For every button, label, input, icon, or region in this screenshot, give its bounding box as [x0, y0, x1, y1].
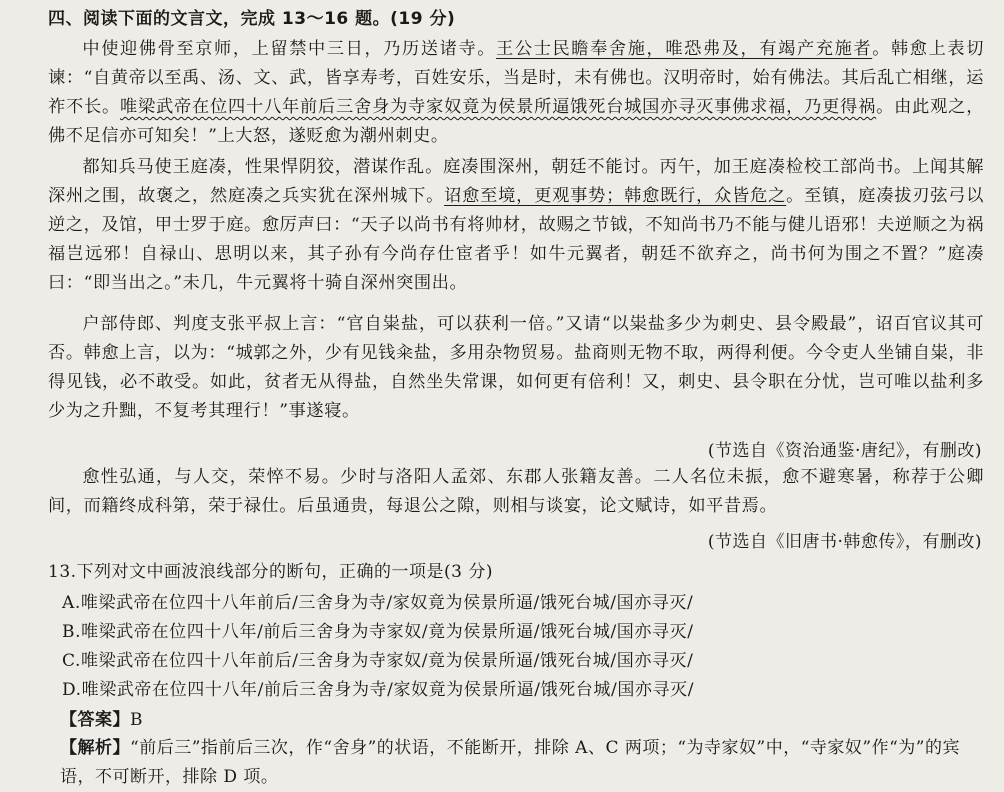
explanation [60, 734, 982, 792]
passage-paragraph-3: 户部侍郎、判度支张平叔上言：“官自粜盐，可以获利一倍。”又请“以粜盐多少为刺史、县令殿最”，诏百官议其可否。韩愈上言，以为：“城郭之外，少有见钱籴盐，多用杂物贸易。盐商则无物不取，两得利便。今令吏人坐铺自粜，非得见钱，必不敢受。如此，贫者无从得盐，自然坐失常课，如何更有倍利！又，刺史、县令职在分忧，岂可唯以盐利多少为之升黜，不复考其理行！”事遂寝。 [48, 314, 984, 421]
passage-paragraph-2 [48, 153, 984, 298]
passage-paragraph-1 [48, 35, 984, 151]
question-13-stem: 13.下列对文中画波浪线部分的断句，正确的一项是(3 分) [48, 562, 494, 582]
option-b: B.唯梁武帝在位四十八年/前后三舍身为寺家奴/竟为侯景所逼/饿死台城/国亦寻灭/ [62, 622, 694, 642]
answer-value: B [130, 710, 143, 730]
explanation-tag: 【解析】 [60, 738, 130, 758]
p2-text-a: 都知兵马使王庭凑，性果悍阴狡，潜谋作乱。庭凑围深州，朝廷不能讨。丙午，加王庭凑检校工部尚书。上闻其解深州之围，故褒之，然庭凑之兵实犹在深州城下。 [48, 157, 984, 206]
source-note-1: (节选自《资治通鉴·唐纪》，有删改) [707, 441, 982, 461]
p1-straight-underlined: 王公士民瞻奉舍施，唯恐弗及，有竭产充施者 [496, 39, 873, 59]
source-note-2: (节选自《旧唐书·韩愈传》，有删改) [707, 532, 982, 552]
p2-straight-underlined: 诏愈至境，更观事势；韩愈既行，众皆危之 [444, 186, 787, 206]
option-a: A.唯梁武帝在位四十八年前后/三舍身为寺/家奴竟为侯景所逼/饿死台城/国亦寻灭/ [62, 593, 694, 613]
passage-paragraph-4: 愈性弘通，与人交，荣悴不易。少时与洛阳人孟郊、东郡人张籍友善。二人名位未振，愈不避寒暑，称荐于公卿间，而籍终成科第，荣于禄仕。后虽通贵，每退公之隙，则相与谈宴，论文赋诗，如平昔焉。 [48, 467, 984, 516]
answer-tag: 【答案】 [60, 710, 130, 730]
p1-text-c: 。韩愈上表切谏：“自黄帝以至禹、汤、文、武，皆享寿考，百姓安乐，当是时，未有佛也。汉明帝时，始有佛法。其后乱亡相继，运祚不长。 [48, 39, 984, 117]
option-d: D.唯梁武帝在位四十八年/前后三舍身为寺/家奴竟为侯景所逼/饿死台城/国亦寻灭/ [62, 680, 695, 700]
p1-text-a: 中使迎佛骨至京师，上留禁中三日，乃历送诸寺。 [82, 39, 497, 59]
explanation-text: “前后三”指前后三次，作“舍身”的状语，不能断开，排除 A、C 两项；“为寺家奴”中，“寺家奴”作“为”的宾语，不可断开，排除 D 项。 [60, 738, 960, 787]
answer-line [60, 705, 143, 730]
section-heading: 四、阅读下面的文言文，完成 13～16 题。(19 分) [48, 9, 456, 29]
p1-wavy-underlined: 唯梁武帝在位四十八年前后三舍身为寺家奴竟为侯景所逼饿死台城国亦寻灭事佛求福，乃更得祸 [120, 97, 877, 117]
p2-text-c: 。至镇，庭凑拔刃弦弓以逆之，及馆，甲士罗于庭。愈厉声曰：“天子以尚书有将帅材，故赐之节钺，不知尚书乃不能与健儿语邪！夫逆顺之为祸福岂远邪！自禄山、思明以来，其子孙有今尚存仕宦者乎！如牛元翼者，朝廷不欲弃之，尚书何为围之不置？”庭凑曰：“即当出之。”未几，牛元翼将十骑自深州突围出。 [48, 186, 984, 293]
p1-text-e: 。由此观之，佛不足信亦可知矣！”上大怒，遂贬愈为潮州刺史。 [48, 97, 984, 146]
option-c: C.唯梁武帝在位四十八年前后/三舍身为寺家奴/竟为侯景所逼/饿死台城/国亦寻灭/ [62, 651, 694, 671]
